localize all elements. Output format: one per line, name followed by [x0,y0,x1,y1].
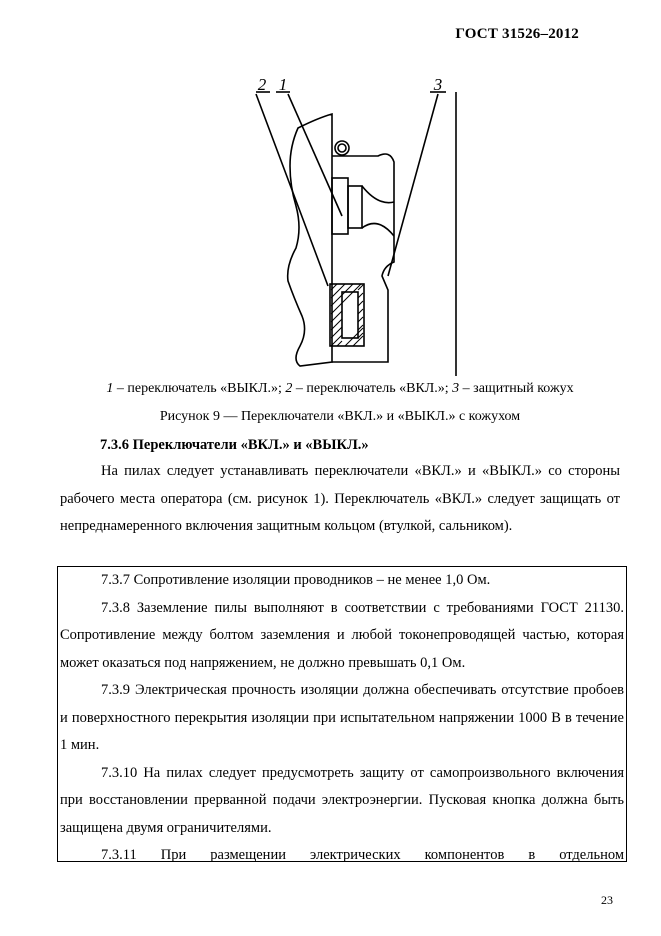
standard-header: ГОСТ 31526–2012 [455,26,579,42]
section-paragraph: На пилах следует устанавливать переключатели «ВКЛ.» и «ВЫКЛ.» со стороны рабочего места оператора (см. рисунок 1). Переключатель «ВКЛ.» следует защищать от непреднамеренного включения защитным кольцом (втулкой, сальником). [60,463,620,534]
leader-line-1 [288,94,342,216]
clause-7-3-11: 7.3.11 При размещении электрических компонентов в отдельном [101,847,624,862]
off-switch-body [332,178,348,234]
label-2: 2 [257,76,267,94]
off-switch-cap [348,186,362,228]
cover-curve-bottom [362,224,394,237]
label-1: 1 [278,76,288,94]
section-heading: 7.3.6 Переключатели «ВКЛ.» и «ВЫКЛ.» [100,437,369,453]
cover-curve-top [362,186,394,203]
knob-inner [338,144,346,152]
clause-7-3-9: 7.3.9 Электрическая прочность изоляции должна обеспечивать отсутствие пробоев и поверхностного перекрытия изоляции при испытательном напряжении 1000 В в течение 1 мин. [60,682,624,753]
housing-outline [288,114,332,366]
figure-caption: Рисунок 9 — Переключатели «ВКЛ.» и «ВЫКЛ.» с кожухом [159,409,521,424]
page-number: 23 [601,893,613,907]
boxed-requirements [57,566,627,862]
switch-diagram [228,76,464,378]
figure-legend: 1 – переключатель «ВЫКЛ.»; 2 – переключатель «ВКЛ.»; 3 – защитный кожух [106,381,574,396]
knob-outer [335,141,349,155]
clause-7-3-7: 7.3.7 Сопротивление изоляции проводников – не менее 1,0 Ом. [101,572,491,588]
leader-line-3 [388,94,438,276]
label-3: 3 [433,76,443,94]
clause-7-3-8: 7.3.8 Заземление пилы выполняют в соответствии с требованиями ГОСТ 21130. Сопротивление между болтом заземления и любой токонепроводящей частью, которая может оказаться под напряжением, не должно превышать 0,1 Ом. [60,599,624,671]
clause-7-3-10: 7.3.10 На пилах следует предусмотреть защиту от самопроизвольного включения при восстановлении прерванной подачи электроэнергии. Пусковая кнопка должна быть защищена двумя ограничителями. [60,764,624,836]
on-switch-button [342,292,358,338]
